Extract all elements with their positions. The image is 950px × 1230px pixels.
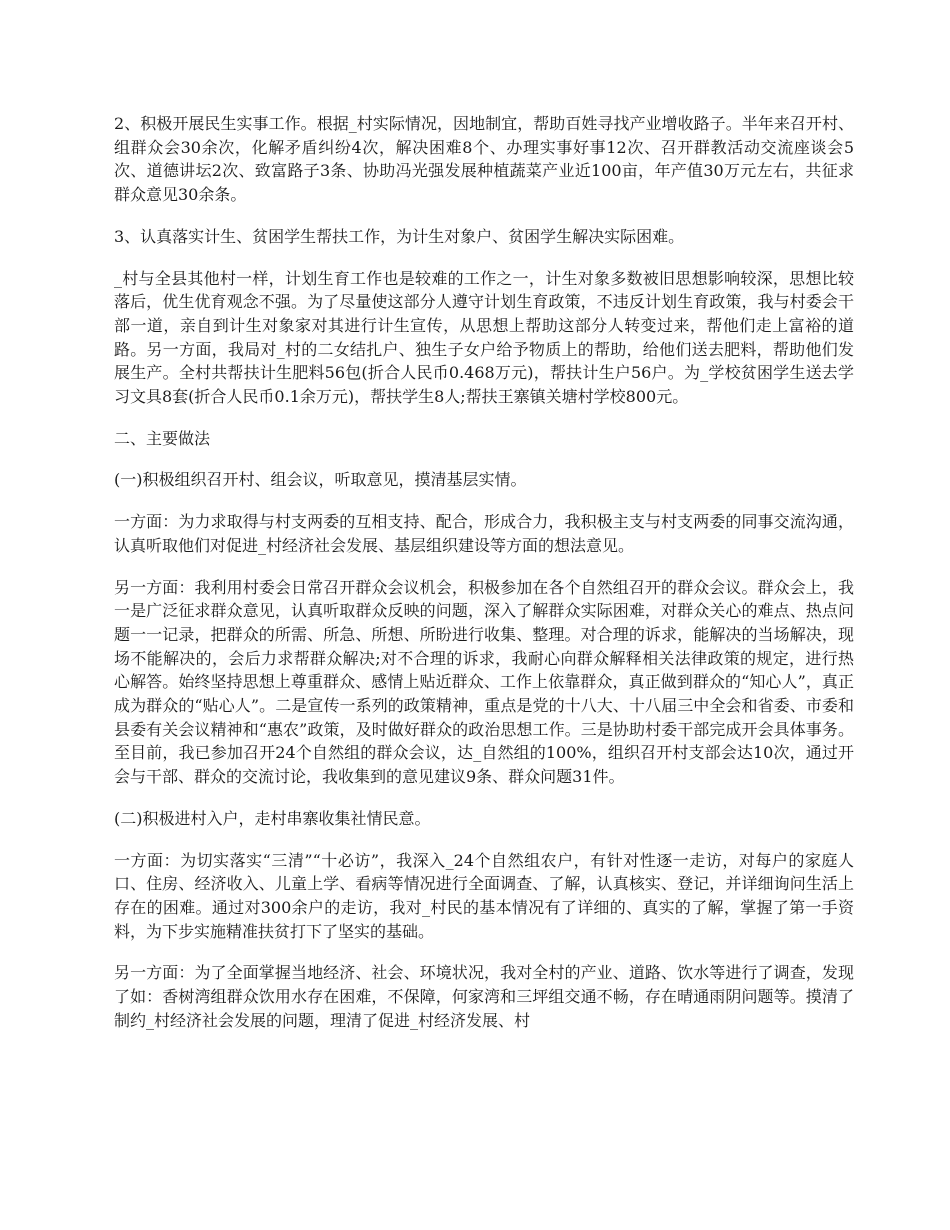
section-heading-main-practices: 二、主要做法 bbox=[114, 428, 211, 448]
paragraph-meetings-part2: 另一方面：我利用村委会日常召开群众会议机会，积极参加在各个自然组召开的群众会议。群众会上，我一是广泛征求群众意见，认真听取群众反映的问题，深入了解群众实际困难，对群众关心的难点、热点问题一一记录，把群众的所需、所急、所想、所盼进行收集、整理。对合理的诉求，能解决的当场解决，现场不能解决的，会后力求帮群众解决;对不合理的诉求，我耐心向群众解释相关法律政策的规定，进行热心解答。始终坚持思想上尊重群众、感情上贴近群众、工作上依靠群众，真正做到群众的“知心人”，真正成为群众的“贴心人”。二是宣传一系列的政策精神，重点是党的十八大、十八届三中全会和省委、市委和县委有关会议精神和“惠农”政策，及时做好群众的政治思想工作。三是协助村委干部完成开会具体事务。至目前，我已参加召开24个自然组的群众会议，达_自然组的100%，组织召开村支部会达10次，通过开会与干部、群众的交流讨论，我收集到的意见建议9条、群众问题31件。 bbox=[114, 577, 854, 787]
document-body bbox=[114, 112, 854, 1051]
paragraph-visits-part1: 一方面：为切实落实“三清”“十必访”，我深入_24个自然组农户，有针对性逐一走访，对每户的家庭人口、住房、经济收入、儿童上学、看病等情况进行全面调查、了解，认真核实、登记，并详细询问生活上存在的困难。通过对300余户的走访，我对_村民的基本情况有了详细的、真实的了解，掌握了第一手资料，为下步实施精准扶贫打下了坚实的基础。 bbox=[114, 850, 854, 941]
subheading-meetings: (一)积极组织召开村、组会议，听取意见，摸清基层实情。 bbox=[114, 470, 527, 490]
paragraph-family-planning-heading: 3、认真落实计生、贫困学生帮扶工作，为计生对象户、贫困学生解决实际困难。 bbox=[114, 226, 685, 246]
paragraph-family-planning-detail: _村与全县其他村一样，计划生育工作也是较难的工作之一，计生对象多数被旧思想影响较深，思想比较落后，优生优育观念不强。为了尽量使这部分人遵守计划生育政策，不违反计划生育政策，我与村委会干部一道，亲自到计生对象家对其进行计生宣传，从思想上帮助这部分人转变过来，帮他们走上富裕的道路。另一方面，我局对_村的二女结扎户、独生子女户给予物质上的帮助，给他们送去肥料，帮助他们发展生产。全村共帮扶计生肥料56包(折合人民币0.468万元)，帮扶计生户56户。为_学校贫困学生送去学习文具8套(折合人民币0.1余万元)，帮扶学生8人;帮扶王寨镇关塘村学校800元。 bbox=[114, 268, 854, 407]
paragraph-livelihood-work: 2、积极开展民生实事工作。根据_村实际情况，因地制宜，帮助百姓寻找产业增收路子。半年来召开村、组群众会30余次，化解矛盾纠纷4次，解决困难8个、办理实事好事12次、召开群教活动交流座谈会5次、道德讲坛2次、致富路子3条、协助冯光强发展种植蔬菜产业近100亩，年产值30万元左右，共征求群众意见30余条。 bbox=[114, 114, 854, 205]
paragraph-meetings-part1: 一方面：为力求取得与村支两委的互相支持、配合，形成合力，我积极主支与村支两委的同事交流沟通，认真听取他们对促进_村经济社会发展、基层组织建设等方面的想法意见。 bbox=[114, 512, 854, 555]
subheading-village-visits: (二)积极进村入户，走村串寨收集社情民意。 bbox=[114, 808, 431, 828]
paragraph-visits-part2: 另一方面：为了全面掌握当地经济、社会、环境状况，我对全村的产业、道路、饮水等进行了调查，发现了如：香树湾组群众饮用水存在困难，不保障，何家湾和三坪组交通不畅，存在晴通雨阴问题等。摸清了制约_村经济社会发展的问题，理清了促进_村经济发展、村 bbox=[114, 963, 854, 1030]
